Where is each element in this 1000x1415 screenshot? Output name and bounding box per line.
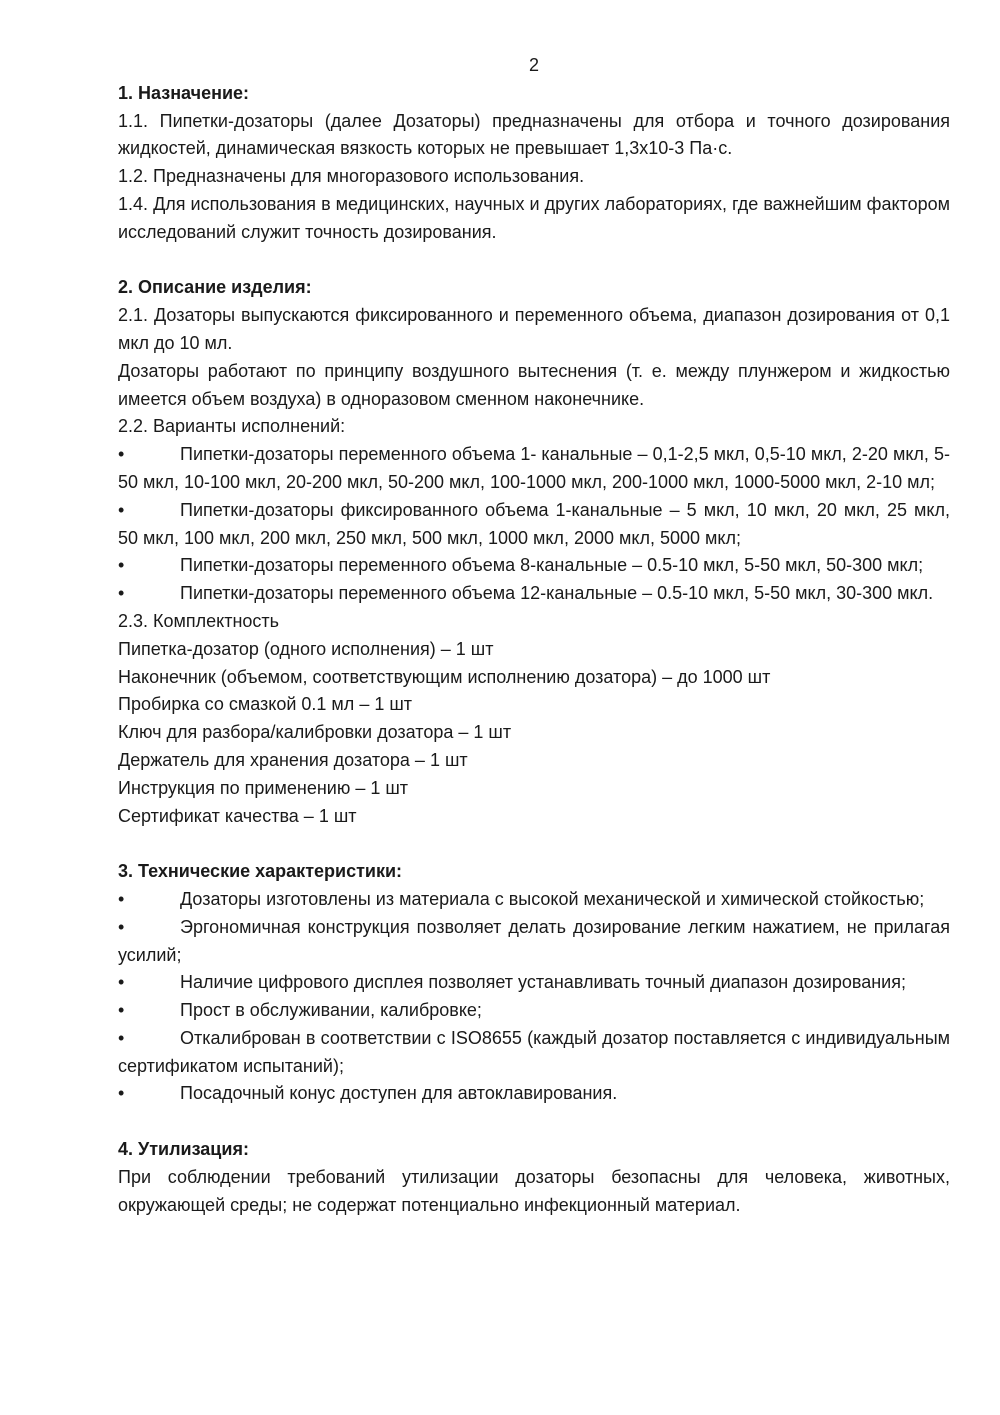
bullet-marker-icon: • [118, 972, 125, 993]
bullet-item-variants-3 [118, 552, 950, 580]
bullet-marker-icon: • [118, 1083, 125, 1104]
bullet-text: Прост в обслуживании, калибровке; [180, 1000, 482, 1021]
page-number: 2 [528, 55, 539, 75]
bullet-item-specs-5 [118, 1025, 950, 1081]
bullet-text: Эргономичная конструкция позволяет делать дозирование легким нажатием, не прилагая усилий; [118, 916, 950, 965]
paragraph-1-1: 1.1. Пипетки-дозаторы (далее Дозаторы) предназначены для отбора и точного дозирования жидкостей, динамическая вязкость которых не превышает 1,3х10-3 Па·с. [118, 110, 950, 159]
bullet-marker-icon: • [118, 499, 125, 520]
bullet-item-specs-3 [118, 969, 950, 997]
bullet-marker-icon: • [118, 1000, 125, 1021]
paragraph-2-2: 2.2. Варианты исполнений: [118, 416, 346, 437]
kit-item-manual: Инструкция по применению – 1 шт [118, 777, 409, 798]
bullet-text: Пипетки-дозаторы переменного объема 12-канальные – 0.5-10 мкл, 5-50 мкл, 30-300 мкл. [180, 583, 934, 604]
bullet-item-specs-2 [118, 914, 950, 970]
blank-line [118, 1108, 950, 1136]
bullet-item-specs-4 [118, 997, 950, 1025]
paragraph-2-1b: Дозаторы работают по принципу воздушного вытеснения (т. е. между плунжером и жидкостью имеется объем воздуха) в одноразовом сменном наконечнике. [118, 360, 950, 409]
kit-item-tube: Пробирка со смазкой 0.1 мл – 1 шт [118, 694, 413, 715]
section-3-heading: 3. Технические характеристики: [118, 861, 403, 882]
blank-line [118, 830, 950, 858]
bullet-marker-icon: • [118, 583, 125, 604]
bullet-marker-icon: • [118, 555, 125, 576]
paragraph-1-2: 1.2. Предназначены для многоразового использования. [118, 166, 585, 187]
bullet-marker-icon: • [118, 1027, 125, 1048]
bullet-text: Дозаторы изготовлены из материала с высокой механической и химической стойкостью; [180, 888, 925, 909]
kit-item-pipette: Пипетка-дозатор (одного исполнения) – 1 шт [118, 638, 494, 659]
bullet-item-specs-1 [118, 886, 950, 914]
kit-item-tip: Наконечник (объемом, соответствующим исполнению дозатора) – до 1000 шт [118, 666, 771, 687]
kit-item-certificate: Сертификат качества – 1 шт [118, 805, 357, 826]
section-2-heading: 2. Описание изделия: [118, 277, 312, 298]
bullet-item-variants-2 [118, 497, 950, 553]
bullet-text: Пипетки-дозаторы фиксированного объема 1-канальные – 5 мкл, 10 мкл, 20 мкл, 25 мкл, 50 мкл, 100 мкл, 200 мкл, 250 мкл, 500 мкл, 1000 мкл, 2000 мкл, 5000 мкл; [118, 499, 950, 548]
section-1-heading: 1. Назначение: [118, 82, 250, 103]
paragraph-2-1: 2.1. Дозаторы выпускаются фиксированного и переменного объема, диапазон дозирования от 0,1 мкл до 10 мл. [118, 305, 950, 353]
section-4-heading: 4. Утилизация: [118, 1139, 249, 1160]
bullet-item-variants-1 [118, 441, 950, 497]
bullet-marker-icon: • [118, 444, 125, 465]
bullet-text: Пипетки-дозаторы переменного объема 8-канальные – 0.5-10 мкл, 5-50 мкл, 50-300 мкл; [180, 555, 924, 576]
bullet-marker-icon: • [118, 916, 125, 937]
paragraph-2-3: 2.3. Комплектность [118, 610, 280, 631]
bullet-text: Пипетки-дозаторы переменного объема 1- канальные – 0,1-2,5 мкл, 0,5-10 мкл, 2-20 мкл, 5-50 мкл, 10-100 мкл, 20-200 мкл, 50-200 мкл, 100-1000 мкл, 200-1000 мкл, 1000-5000 мкл, 2-10 мл; [118, 444, 950, 492]
bullet-marker-icon: • [118, 888, 125, 909]
bullet-item-variants-4 [118, 580, 950, 608]
paragraph-1-4: 1.4. Для использования в медицинских, научных и других лабораториях, где важнейшим фактором исследований служит точность дозирования. [118, 193, 950, 242]
bullet-text: Откалиброван в соответствии с ISO8655 (каждый дозатор поставляется с индивидуальным сертификатом испытаний); [118, 1027, 950, 1076]
paragraph-4-1: При соблюдении требований утилизации дозаторы безопасны для человека, животных, окружающей среды; не содержат потенциально инфекционный материал. [118, 1166, 950, 1215]
kit-item-key: Ключ для разбора/калибровки дозатора – 1 шт [118, 722, 512, 743]
kit-item-holder: Держатель для хранения дозатора – 1 шт [118, 749, 468, 770]
bullet-text: Наличие цифрового дисплея позволяет устанавливать точный диапазон дозирования; [180, 972, 906, 993]
bullet-text: Посадочный конус доступен для автоклавирования. [180, 1083, 618, 1104]
bullet-item-specs-6 [118, 1080, 950, 1108]
blank-line [118, 247, 950, 275]
